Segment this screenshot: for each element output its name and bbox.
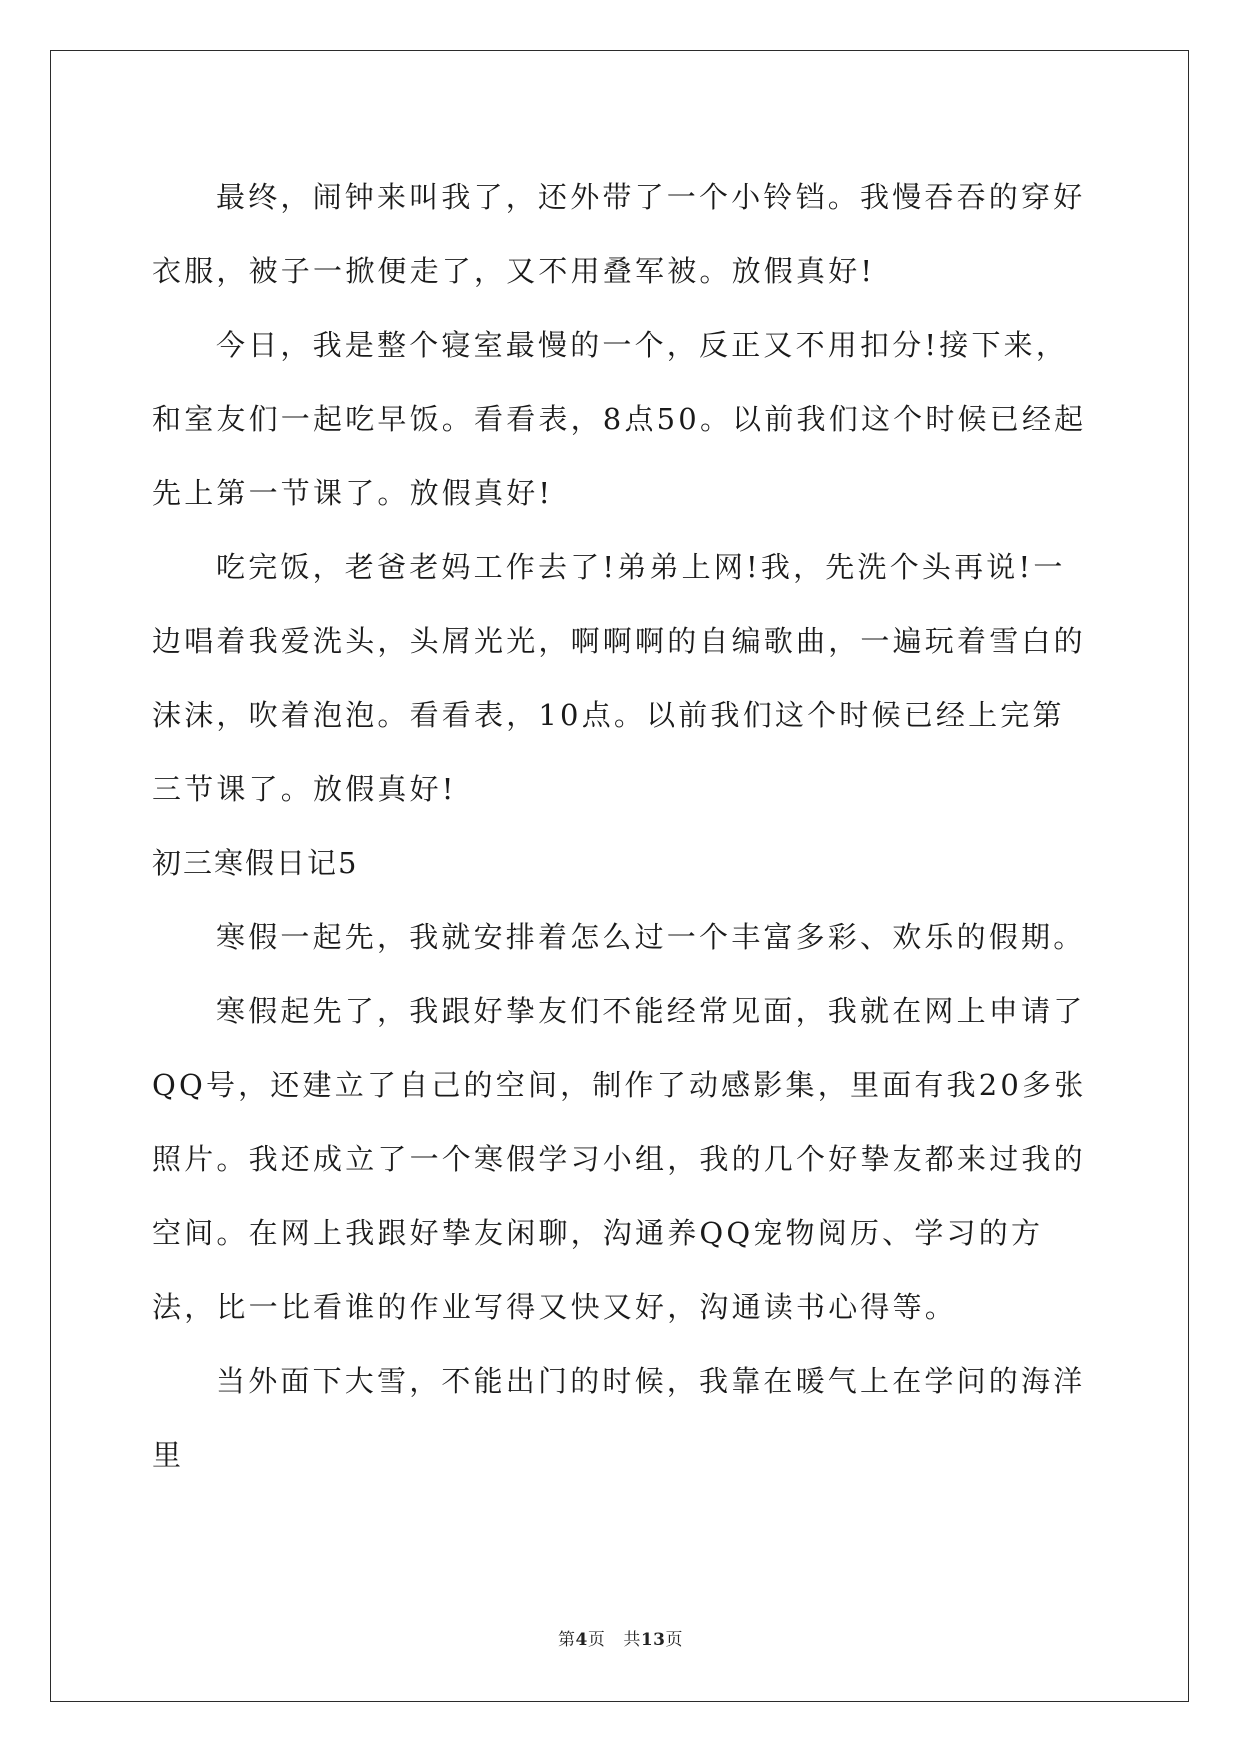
paragraph: 寒假一起先，我就安排着怎么过一个丰富多彩、欢乐的假期。	[216, 920, 1086, 954]
footer-prefix: 第	[557, 1630, 576, 1650]
document-body	[152, 160, 1092, 1492]
page-footer	[0, 1625, 1241, 1650]
section-heading: 初三寒假日记5	[152, 846, 359, 880]
paragraph: 吃完饭，老爸老妈工作去了!弟弟上网!我，先洗个头再说!一边唱着我爱洗头，头屑光光，啊啊啊的自编歌曲，一遍玩着雪白的沫沫，吹着泡泡。看看表，10点。以前我们这个时候已经上完第三节课了。放假真好!	[152, 550, 1086, 806]
total-page-count: 13	[640, 1630, 666, 1650]
paragraph: 最终，闹钟来叫我了，还外带了一个小铃铛。我慢吞吞的穿好衣服，被子一掀便走了，又不用叠军被。放假真好!	[152, 180, 1086, 288]
footer-page-suffix: 页	[587, 1630, 606, 1650]
paragraph: 当外面下大雪，不能出门的时候，我靠在暖气上在学问的海洋里	[152, 1364, 1086, 1472]
footer-total-prefix: 共	[623, 1630, 641, 1650]
paragraph: 寒假起先了，我跟好挚友们不能经常见面，我就在网上申请了QQ号，还建立了自己的空间，制作了动感影集，里面有我20多张照片。我还成立了一个寒假学习小组，我的几个好挚友都来过我的空间。在网上我跟好挚友闲聊，沟通养QQ宠物阅历、学习的方法，比一比看谁的作业写得又快又好，沟通读书心得等。	[152, 994, 1087, 1324]
current-page-number: 4	[575, 1630, 588, 1650]
footer-total-suffix: 页	[665, 1630, 683, 1650]
paragraph: 今日，我是整个寝室最慢的一个，反正又不用扣分!接下来，和室友们一起吃早饭。看看表，8点50。以前我们这个时候已经起先上第一节课了。放假真好!	[152, 328, 1087, 510]
